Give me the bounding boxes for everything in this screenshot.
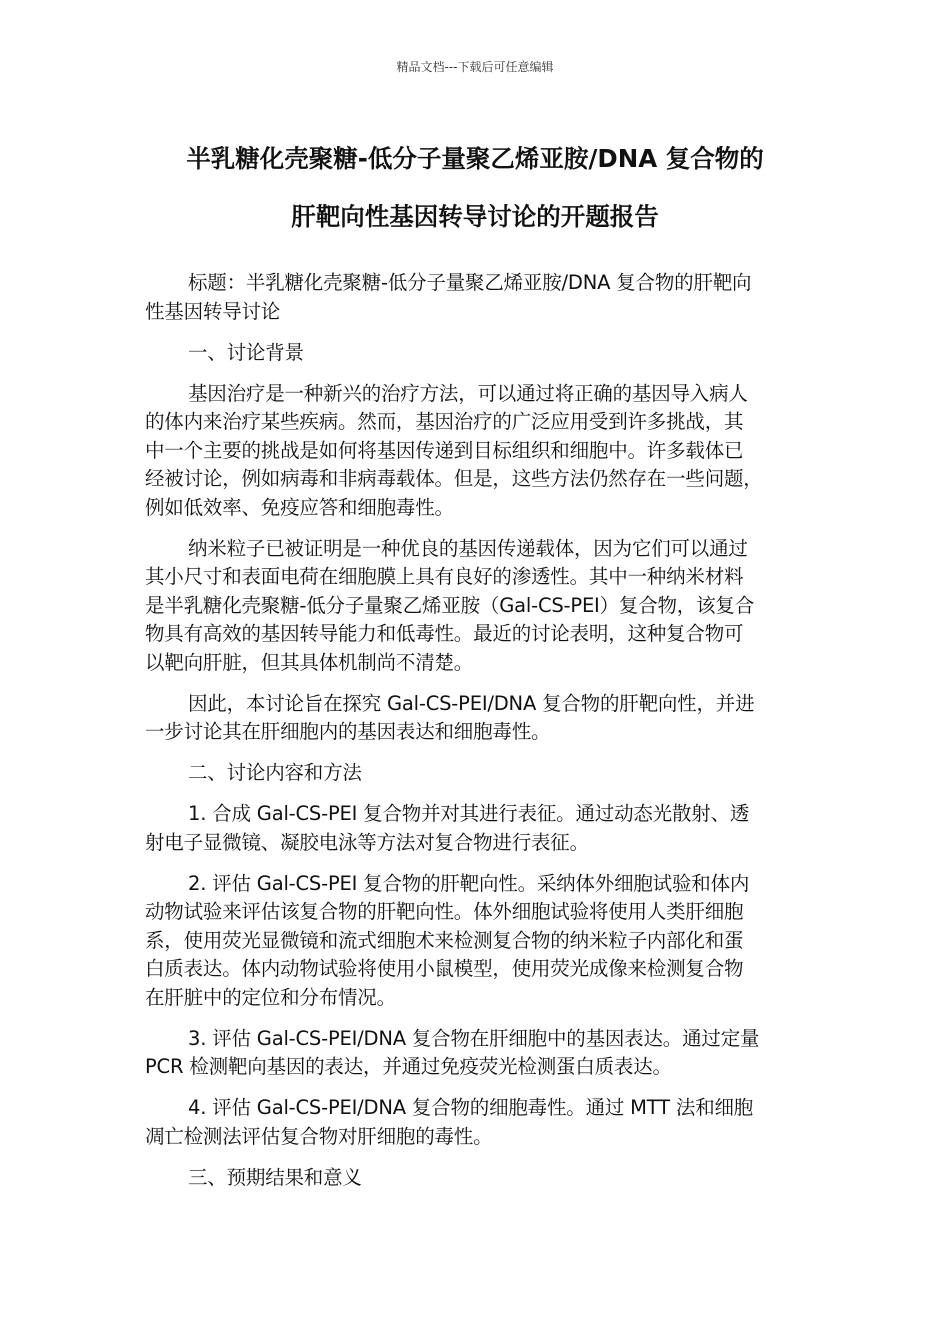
text-line: 其小尺寸和表面电荷在细胞膜上具有良好的渗透性。其中一种纳米材料 <box>145 565 744 588</box>
text-line: 纳米粒子已被证明是一种优良的基因传递载体，因为它们可以通过 <box>188 536 748 560</box>
text-line: 射电子显微镜、凝胶电泳等方法对复合物进行表征。 <box>145 830 589 854</box>
text-line: 系，使用荧光显微镜和流式细胞术来检测复合物的纳米粒子内部化和蛋 <box>145 928 744 952</box>
text-line: 二、讨论内容和方法 <box>188 761 362 784</box>
text-line: 白质表达。体内动物试验将使用小鼠模型，使用荧光成像来检测复合物 <box>145 957 744 980</box>
text-line: 一步讨论其在肝细胞内的基因表达和细胞毒性。 <box>145 720 551 743</box>
title-line: 半乳糖化壳聚糖-低分子量聚乙烯亚胺/DNA 复合物的 <box>186 144 764 173</box>
text-line: 基因治疗是一种新兴的治疗方法，可以通过将正确的基因导入病人 <box>188 381 748 405</box>
section-heading-3 <box>145 1164 807 1193</box>
section-heading-2 <box>145 759 807 788</box>
header-note: 精品文档---下载后可任意编辑 <box>396 60 554 74</box>
text-line: 是半乳糖化壳聚糖-低分子量聚乙烯亚胺（Gal-CS-PEI）复合物，该复合 <box>145 593 755 617</box>
text-line: 1. 合成 Gal-CS-PEI 复合物并对其进行表征。通过动态光散射、透 <box>188 802 750 825</box>
text-line: 标题：半乳糖化壳聚糖-低分子量聚乙烯亚胺/DNA 复合物的肝靶向 <box>188 271 752 294</box>
text-line: 例如低效率、免疫应答和细胞毒性。 <box>145 495 454 519</box>
paragraph-method-3 <box>145 1025 807 1082</box>
text-line: 经被讨论，例如病毒和非病毒载体。但是，这些方法仍然存在一些问题， <box>145 467 763 490</box>
paragraph-method-4 <box>145 1094 807 1151</box>
text-line: 凋亡检测法评估复合物对肝细胞的毒性。 <box>145 1124 493 1148</box>
paragraph-background-3 <box>145 690 807 747</box>
text-line: 动物试验来评估该复合物的肝靶向性。体外细胞试验将使用人类肝细胞 <box>145 900 744 923</box>
text-line: 3. 评估 Gal-CS-PEI/DNA 复合物在肝细胞中的基因表达。通过定量 <box>188 1026 760 1050</box>
paragraph-title-line <box>145 269 807 326</box>
paragraph-method-2 <box>145 870 807 1013</box>
section-heading-1 <box>145 339 807 368</box>
document-body <box>145 269 807 1205</box>
paragraph-background-2 <box>145 535 807 678</box>
text-line: 4. 评估 Gal-CS-PEI/DNA 复合物的细胞毒性。通过 MTT 法和细胞 <box>188 1096 754 1119</box>
document-title <box>100 130 850 246</box>
text-line: 的体内来治疗某些疾病。然而，基因治疗的广泛应用受到许多挑战，其 <box>145 410 744 433</box>
text-line: 性基因转导讨论 <box>145 299 281 323</box>
text-line: PCR 检测靶向基因的表达，并通过免疫荧光检测蛋白质表达。 <box>145 1055 672 1078</box>
text-line: 2. 评估 Gal-CS-PEI 复合物的肝靶向性。采纳体外细胞试验和体内 <box>188 871 750 895</box>
text-line: 因此，本讨论旨在探究 Gal-CS-PEI/DNA 复合物的肝靶向性，并进 <box>188 691 755 715</box>
text-line: 以靶向肝脏，但其具体机制尚不清楚。 <box>145 650 474 674</box>
paragraph-background-1 <box>145 380 807 523</box>
text-line: 在肝脏中的定位和分布情况。 <box>145 985 396 1009</box>
text-line: 一、讨论背景 <box>188 340 304 364</box>
paragraph-method-1 <box>145 800 807 857</box>
title-line: 肝靶向性基因转导讨论的开题报告 <box>291 202 659 231</box>
text-line: 物具有高效的基因转导能力和低毒性。最近的讨论表明，这种复合物可 <box>145 622 744 645</box>
text-line: 三、预期结果和意义 <box>188 1165 362 1189</box>
text-line: 中一个主要的挑战是如何将基因传递到目标组织和细胞中。许多载体已 <box>145 438 744 462</box>
